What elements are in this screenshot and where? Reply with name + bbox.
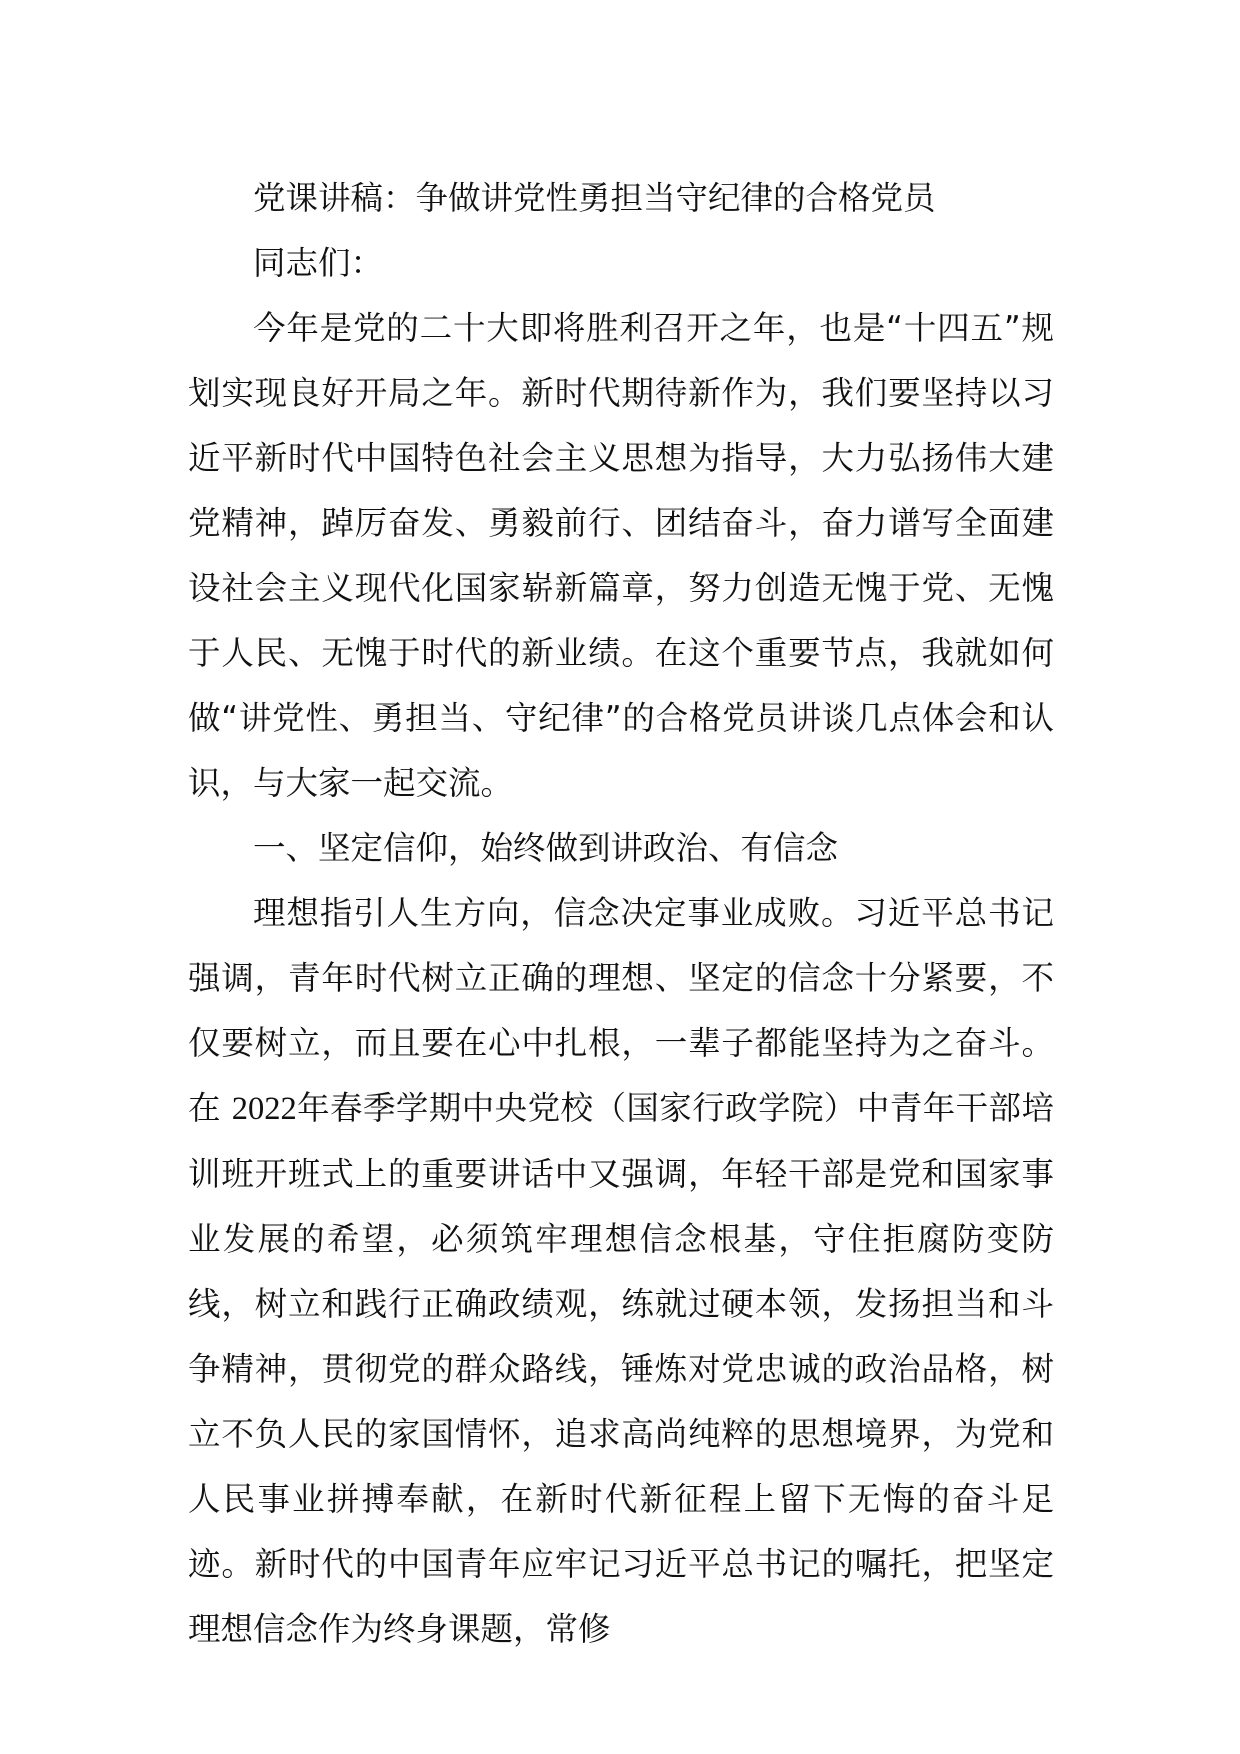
paragraph-text-part-b: 年春季学期中央党校（国家行政学院）中青年干部培训班开班式上的重要讲话中又强调，年轻干部是党和国家事业发展的希望，必须筑牢理想信念根基，守住拒腐防变防线，树立和践行正确政绩观，练就过硬本领，发扬担当和斗争精神，贯彻党的群众路线，锤炼对党忠诚的政治品格，树立不负人民的家国情怀，追求高尚纯粹的思想境界，为党和人民事业拼搏奉献，在新时代新征程上留下无悔的奋斗足迹。新时代的中国青年应牢记习近平总书记的嘱托，把坚定理想信念作为终身课题，常修: [188, 1089, 1054, 1648]
document-title: 党课讲稿：争做讲党性勇担当守纪律的合格党员: [253, 179, 936, 217]
section-heading: 一、坚定信仰，始终做到讲政治、有信念: [253, 829, 839, 867]
section-paragraph: [188, 881, 1054, 1662]
paragraph-text-part-a: 理想指引人生方向，信念决定事业成败。习近平总书记强调，青年时代树立正确的理想、坚定的信念十分紧要，不仅要树立，而且要在心中扎根，一辈子都能坚持为之奋斗。在: [188, 894, 1054, 1127]
document-body: [188, 166, 1054, 1662]
year-number: 2022: [231, 1091, 297, 1127]
salutation: 同志们：: [253, 244, 384, 282]
intro-paragraph: 今年是党的二十大即将胜利召开之年，也是“十四五”规划实现良好开局之年。新时代期待新作为，我们要坚持以习近平新时代中国特色社会主义思想为指导，大力弘扬伟大建党精神，踔厉奋发、勇毅前行、团结奋斗，奋力谱写全面建设社会主义现代化国家崭新篇章，努力创造无愧于党、无愧于人民、无愧于时代的新业绩。在这个重要节点，我就如何做“讲党性、勇担当、守纪律”的合格党员讲谈几点体会和认识，与大家一起交流。: [188, 309, 1054, 802]
